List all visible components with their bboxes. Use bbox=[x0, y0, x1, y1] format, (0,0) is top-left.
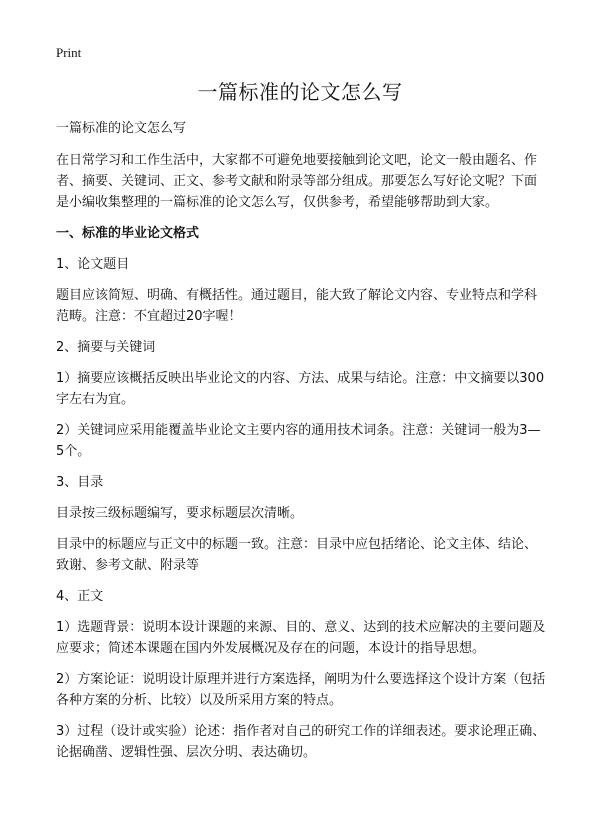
item-paragraph: 1）摘要应该概括反映出毕业论文的内容、方法、成果与结论。注意：中文摘要以300字左右为宜。 bbox=[56, 371, 545, 407]
item-paragraph: 题目应该简短、明确、有概括性。通过题目，能大致了解论文内容、专业特点和学科范畴。注意：不宜超过20字喔！ bbox=[56, 288, 538, 324]
item-paragraph: 1）选题背景：说明本设计课题的来源、目的、意义、达到的技术应解决的主要问题及应要求；简述本课题在国内外发展概况及存在的问题，本设计的指导思想。 bbox=[56, 620, 546, 656]
item-heading-toc: 3、目录 bbox=[56, 475, 104, 490]
section-heading: 一、标准的毕业论文格式 bbox=[56, 226, 200, 241]
item-paragraph: 目录按三级标题编写，要求标题层次清晰。 bbox=[56, 506, 304, 521]
item-paragraph: 目录中的标题应与正文中的标题一致。注意：目录中应包括绪论、论文主体、结论、致谢、参考文献、附录等 bbox=[56, 537, 538, 573]
item-heading-title: 1、论文题目 bbox=[56, 257, 130, 272]
print-link[interactable]: Print bbox=[56, 45, 82, 60]
item-heading-body: 4、正文 bbox=[56, 589, 104, 604]
page-title: 一篇标准的论文怎么写 bbox=[197, 80, 403, 104]
item-paragraph: 2）关键词应采用能覆盖毕业论文主要内容的通用技术词条。注意：关键词一般为3—5个。 bbox=[56, 423, 541, 459]
item-heading-abstract: 2、摘要与关键词 bbox=[56, 340, 156, 355]
item-paragraph: 3）过程（设计或实验）论述：指作者对自己的研究工作的详细表述。要求论理正确、论据确凿、逻辑性强、层次分明、表达确切。 bbox=[56, 724, 546, 760]
article-body bbox=[56, 118, 546, 773]
article-subtitle: 一篇标准的论文怎么写 bbox=[56, 121, 187, 136]
item-paragraph: 2）方案论证：说明设计原理并进行方案选择，阐明为什么要选择这个设计方案（包括各种方案的分析、比较）以及所采用方案的特点。 bbox=[56, 672, 546, 708]
intro-paragraph: 在日常学习和工作生活中，大家都不可避免地要接触到论文吧，论文一般由题名、作者、摘要、关键词、正文、参考文献和附录等部分组成。那要怎么写好论文呢？下面是小编收集整理的一篇标准的论文怎么写，仅供参考，希望能够帮助到大家。 bbox=[56, 153, 538, 210]
